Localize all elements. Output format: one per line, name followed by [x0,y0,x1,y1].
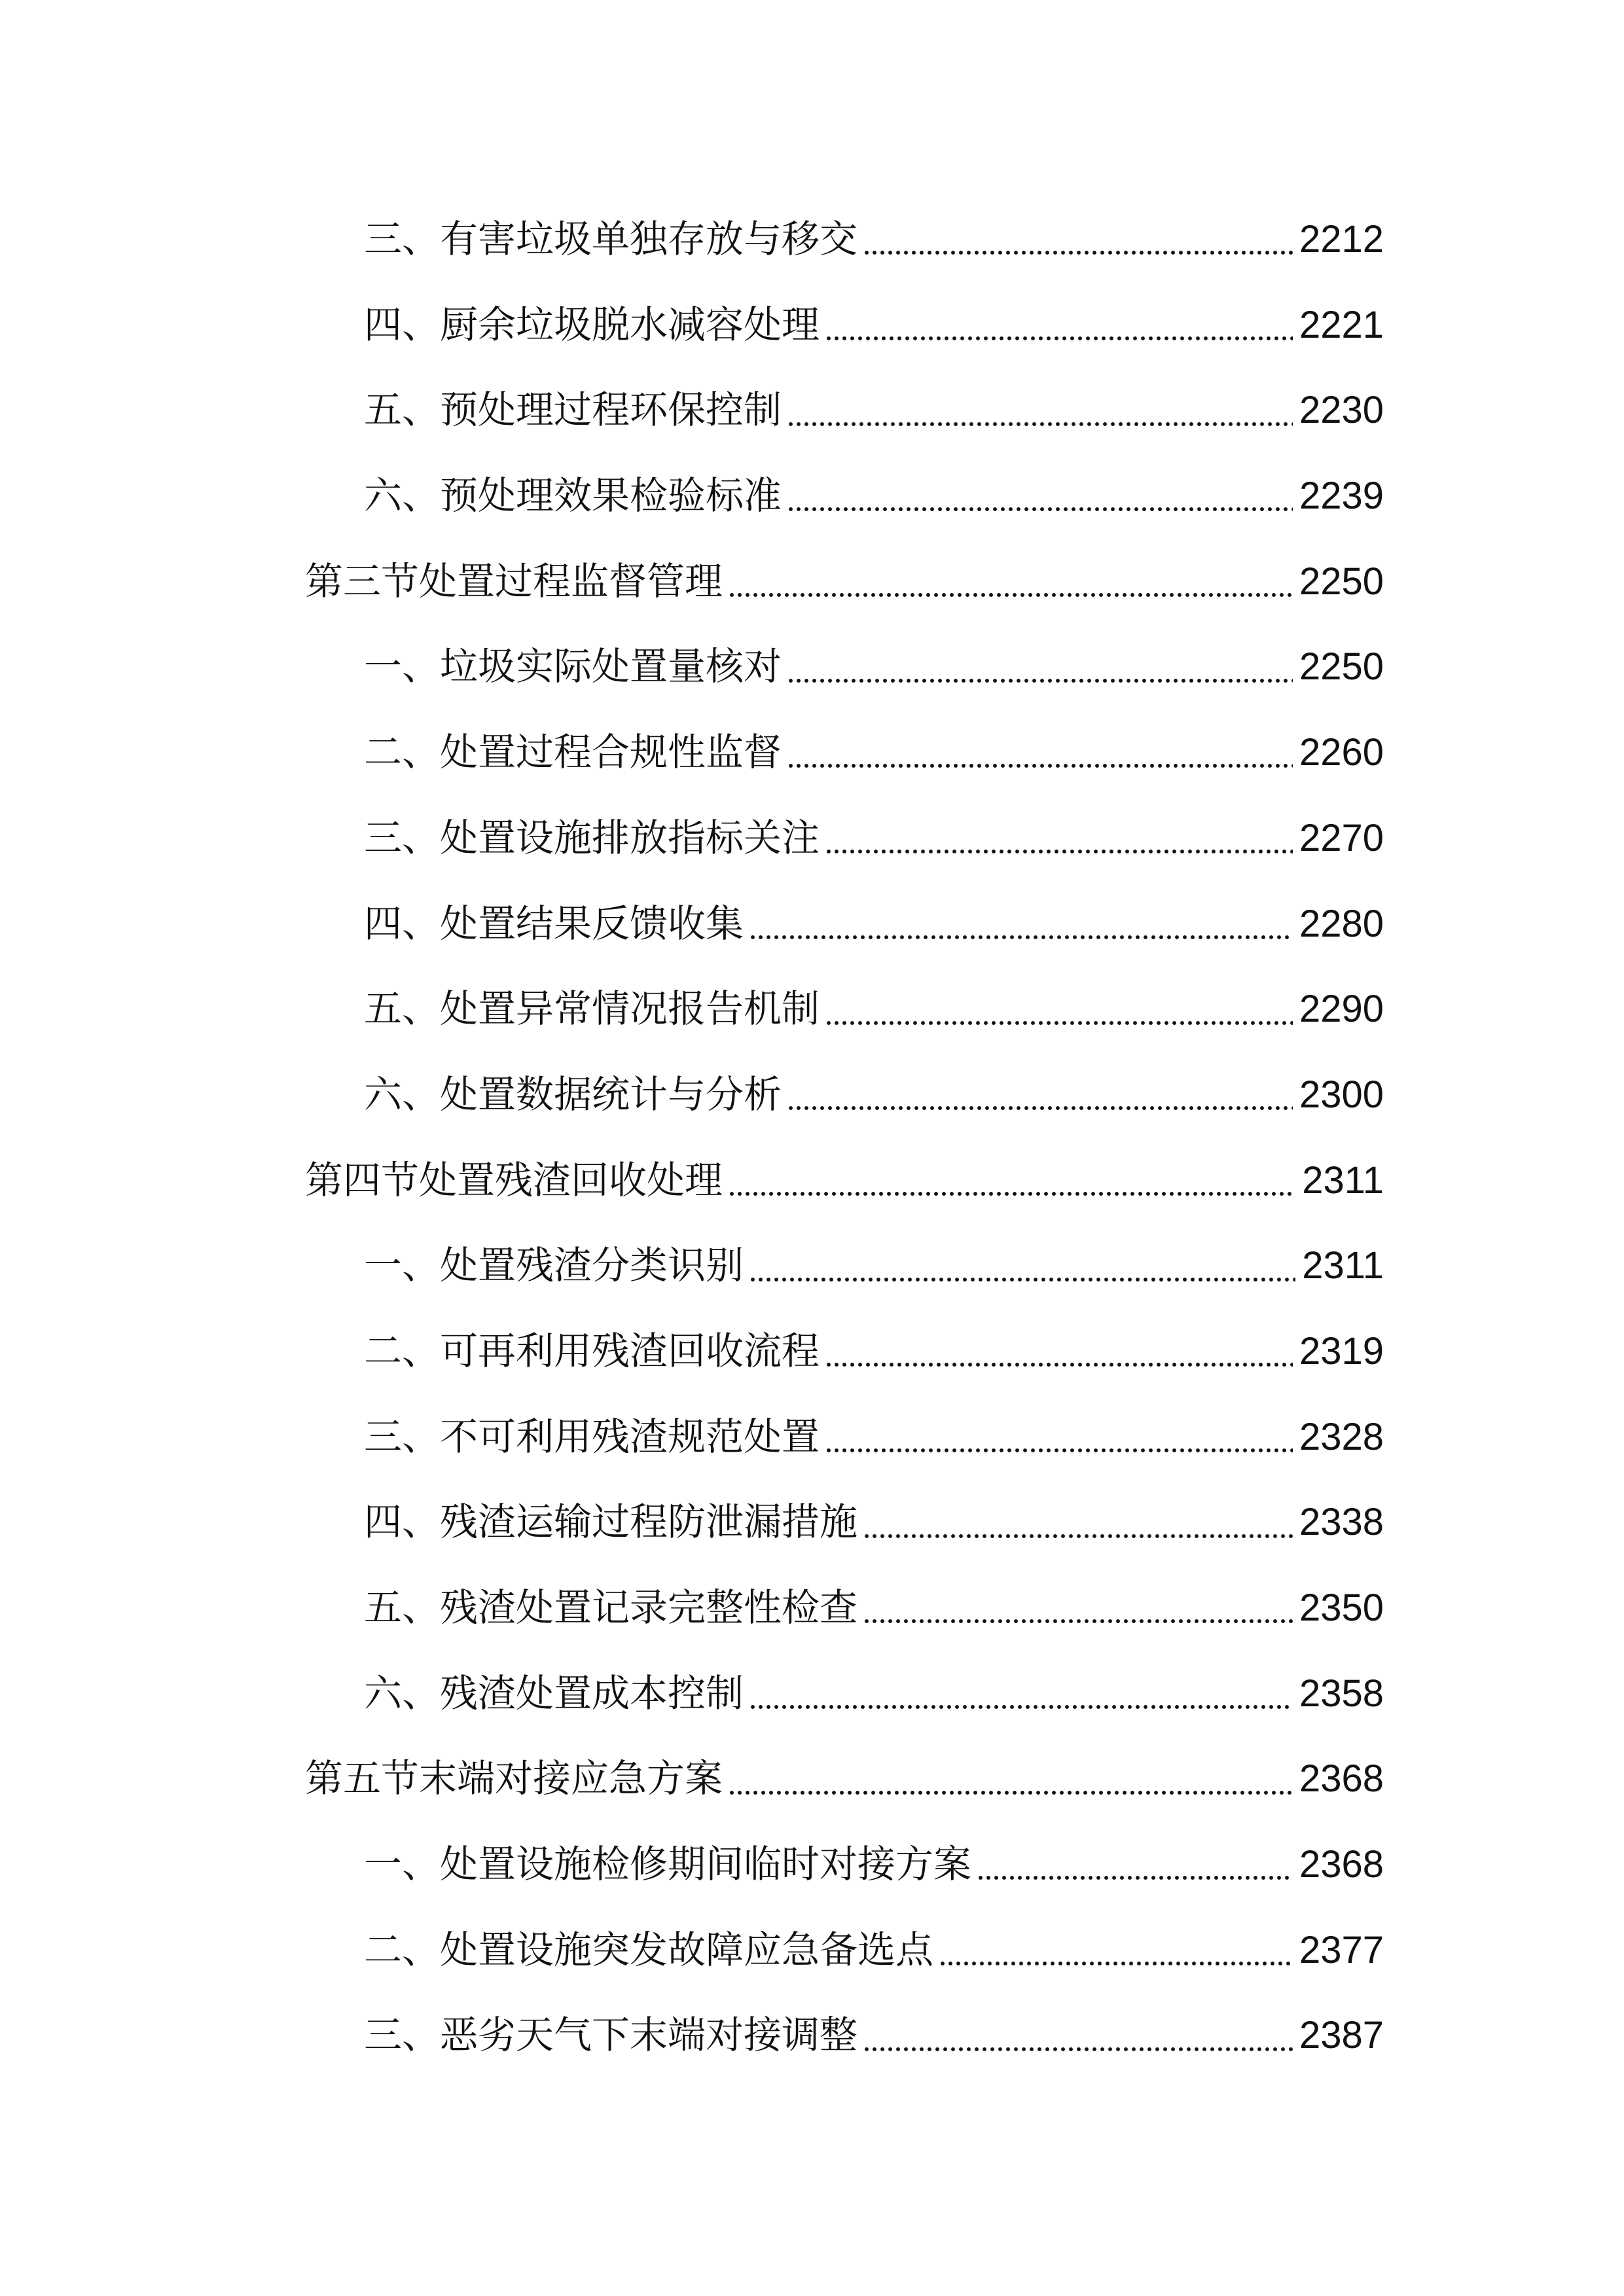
toc-entry-title: 二、可再利用残渣回收流程 [364,1329,820,1372]
toc-entry-title: 一、处置残渣分类识别 [364,1244,744,1287]
toc-entry-item [305,1993,1384,2079]
toc-entry-title: 三、不可利用残渣规范处置 [364,1415,820,1458]
table-of-contents [305,197,1384,2079]
toc-page-number: 2230 [1299,389,1384,432]
toc-entry-title: 一、垃圾实际处置量核对 [364,645,782,689]
toc-entry-item [305,1822,1384,1908]
toc-entry-title: 三、恶劣天气下末端对接调整 [364,2014,858,2057]
toc-entry-title: 六、残渣处置成本控制 [364,1672,744,1715]
toc-dotted-leader [728,1790,1293,1795]
toc-entry-item [305,368,1384,454]
toc-dotted-leader [787,1105,1293,1111]
toc-entry-item [305,1223,1384,1309]
toc-entry-item [305,967,1384,1052]
toc-page-number: 2300 [1299,1073,1384,1116]
toc-entry-item [305,624,1384,710]
toc-page-number: 2338 [1299,1501,1384,1544]
toc-entry-title: 五、处置异常情况报告机制 [364,988,820,1031]
toc-dotted-leader [749,935,1293,940]
toc-dotted-leader [728,592,1293,598]
toc-page-number: 2311 [1302,1158,1384,1202]
toc-entry-item [305,882,1384,967]
toc-entry-item [305,283,1384,368]
toc-entry-item [305,1052,1384,1138]
toc-page-number: 2290 [1299,988,1384,1031]
toc-page-number: 2319 [1299,1329,1384,1372]
toc-page-number: 2250 [1299,645,1384,689]
toc-entry-section [305,539,1384,625]
toc-section-title: 第三节处置过程监督管理 [305,560,723,603]
toc-dotted-leader [939,1961,1293,1966]
toc-dotted-leader [825,336,1293,341]
toc-entry-item [305,1480,1384,1566]
toc-dotted-leader [863,2047,1293,2052]
toc-entry-item [305,1651,1384,1737]
toc-entry-title: 四、厨余垃圾脱水减容处理 [364,303,820,346]
toc-entry-item [305,1309,1384,1395]
toc-dotted-leader [787,422,1293,427]
toc-page-number: 2270 [1299,816,1384,859]
toc-dotted-leader [825,849,1293,854]
toc-dotted-leader [787,678,1293,683]
toc-page-number: 2328 [1299,1415,1384,1458]
toc-page-number: 2387 [1299,2014,1384,2057]
toc-page-number: 2239 [1299,475,1384,518]
toc-page-number: 2368 [1299,1843,1384,1886]
toc-page-number: 2212 [1299,218,1384,260]
toc-entry-title: 六、处置数据统计与分析 [364,1073,782,1116]
toc-entry-title: 二、处置设施突发故障应急备选点 [364,1928,934,1971]
toc-dotted-leader [787,763,1293,768]
toc-dotted-leader [863,1619,1293,1624]
toc-page-number: 2250 [1299,560,1384,603]
toc-dotted-leader [863,250,1293,255]
toc-page-number: 2260 [1299,731,1384,774]
toc-dotted-leader [749,1704,1293,1710]
toc-entry-title: 四、处置结果反馈收集 [364,902,744,945]
toc-entry-title: 三、处置设施排放指标关注 [364,816,820,859]
toc-page-number: 2368 [1299,1757,1384,1801]
toc-page-number: 2358 [1299,1672,1384,1715]
toc-entry-title: 五、残渣处置记录完整性检查 [364,1587,858,1629]
toc-entry-item [305,1395,1384,1480]
toc-entry-title: 五、预处理过程环保控制 [364,389,782,432]
toc-page-number: 2280 [1299,902,1384,945]
toc-entry-title: 三、有害垃圾单独存放与移交 [364,218,858,260]
toc-entry-title: 四、残渣运输过程防泄漏措施 [364,1501,858,1544]
toc-entry-item [305,454,1384,539]
toc-dotted-leader [825,1448,1293,1453]
toc-entry-item [305,1908,1384,1994]
toc-page-number: 2311 [1302,1244,1384,1287]
toc-entry-title: 一、处置设施检修期间临时对接方案 [364,1843,972,1886]
toc-dotted-leader [728,1191,1295,1196]
toc-page-number: 2350 [1299,1587,1384,1629]
toc-dotted-leader [863,1534,1293,1539]
toc-dotted-leader [749,1277,1295,1282]
toc-dotted-leader [977,1875,1293,1880]
toc-entry-item [305,710,1384,796]
toc-section-title: 第五节末端对接应急方案 [305,1757,723,1801]
toc-entry-title: 二、处置过程合规性监督 [364,731,782,774]
toc-dotted-leader [825,1020,1293,1026]
toc-page-number: 2377 [1299,1928,1384,1971]
toc-dotted-leader [825,1362,1293,1367]
toc-entry-title: 六、预处理效果检验标准 [364,475,782,518]
toc-section-title: 第四节处置残渣回收处理 [305,1158,723,1202]
toc-entry-item [305,796,1384,882]
toc-entry-item [305,1566,1384,1651]
toc-entry-section [305,1138,1384,1224]
toc-dotted-leader [787,507,1293,512]
toc-entry-section [305,1736,1384,1822]
toc-entry-item [305,197,1384,283]
toc-page-number: 2221 [1299,303,1384,346]
